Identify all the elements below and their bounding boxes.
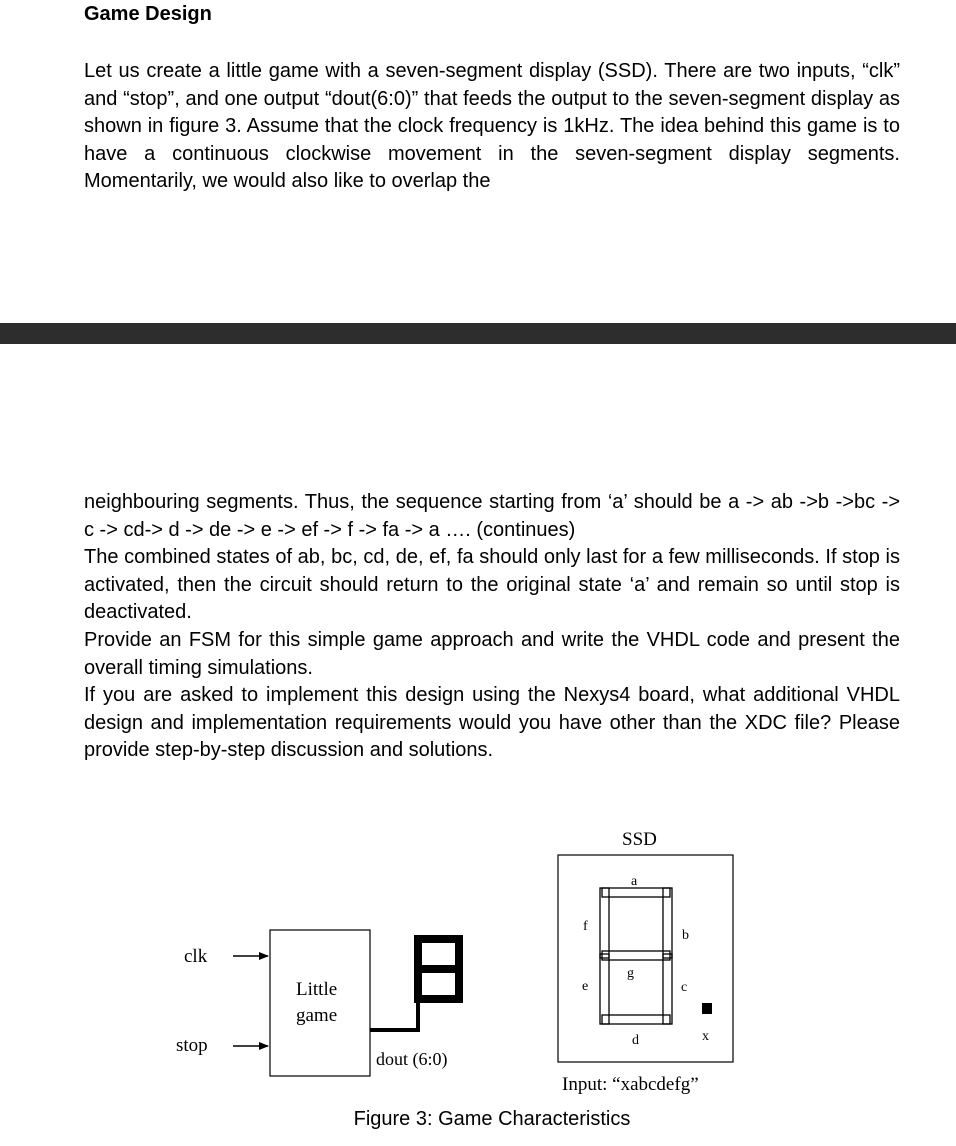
label-a: a — [631, 874, 638, 889]
segment-dp — [702, 1003, 712, 1014]
fsm-paragraph: Provide an FSM for this simple game approach and write the VHDL code and present the overall timing simulations. — [84, 628, 900, 679]
segment-d — [602, 1015, 670, 1024]
segment-b — [663, 888, 672, 958]
ssd-segments — [600, 888, 672, 1024]
clk-label: clk — [184, 946, 208, 967]
ssd-frame — [558, 855, 733, 1062]
intro-paragraph: Let us create a little game with a seven-segment display (SSD). There are two inputs, “clk” and “stop”, and one output “dout(6:0)” that feeds the output to the seven-segment display as shown in figure 3. Assume that the clock frequency is 1kHz. The idea behind this game is to have a continuous clockwise movement in the seven-segment display segments. Momentarily, we would also like to overlap the — [84, 60, 900, 193]
label-c: c — [681, 980, 688, 995]
stop-label: stop — [176, 1035, 208, 1056]
label-x: x — [702, 1029, 709, 1044]
label-f: f — [583, 919, 588, 934]
label-b: b — [682, 928, 689, 943]
body-text — [84, 489, 900, 765]
nexys4-paragraph: If you are asked to implement this design using the Nexys4 board, what additional VHDL design and implementation requirements would you have other than the XDC file? Please provide step-by-step discussion and solutions. — [84, 684, 900, 762]
section-heading: Game Design — [84, 3, 212, 25]
page-break-band — [0, 323, 956, 344]
label-e: e — [582, 979, 589, 994]
figure-caption: Figure 3: Game Characteristics — [353, 1108, 631, 1130]
segment-e — [600, 954, 609, 1024]
block-label-line2: game — [296, 1005, 338, 1026]
block-label-line1: Little — [296, 979, 338, 1000]
segment-f — [600, 888, 609, 958]
sequence-paragraph: neighbouring segments. Thus, the sequence starting from ‘a’ should be a -> ab ->b ->bc -> c -> cd-> d -> de -> e -> ef -> f -> fa -> a …. (continues) — [84, 491, 900, 541]
ssd-title: SSD — [622, 829, 657, 850]
combined-states-paragraph: The combined states of ab, bc, cd, de, ef, fa should only last for a few milliseconds. If stop is activated, then the circuit should return to the original state ‘a’ and remain so until stop is deactivated. — [84, 546, 900, 624]
label-g: g — [627, 966, 634, 981]
segment-a — [602, 888, 670, 897]
label-d: d — [632, 1033, 639, 1048]
dout-label: dout (6:0) — [376, 1049, 448, 1069]
output-digit-icon — [414, 935, 463, 1003]
input-format-label: Input: “xabcdefg” — [562, 1074, 699, 1095]
segment-c — [663, 954, 672, 1024]
little-game-block — [270, 930, 370, 1076]
segment-g — [602, 951, 670, 960]
